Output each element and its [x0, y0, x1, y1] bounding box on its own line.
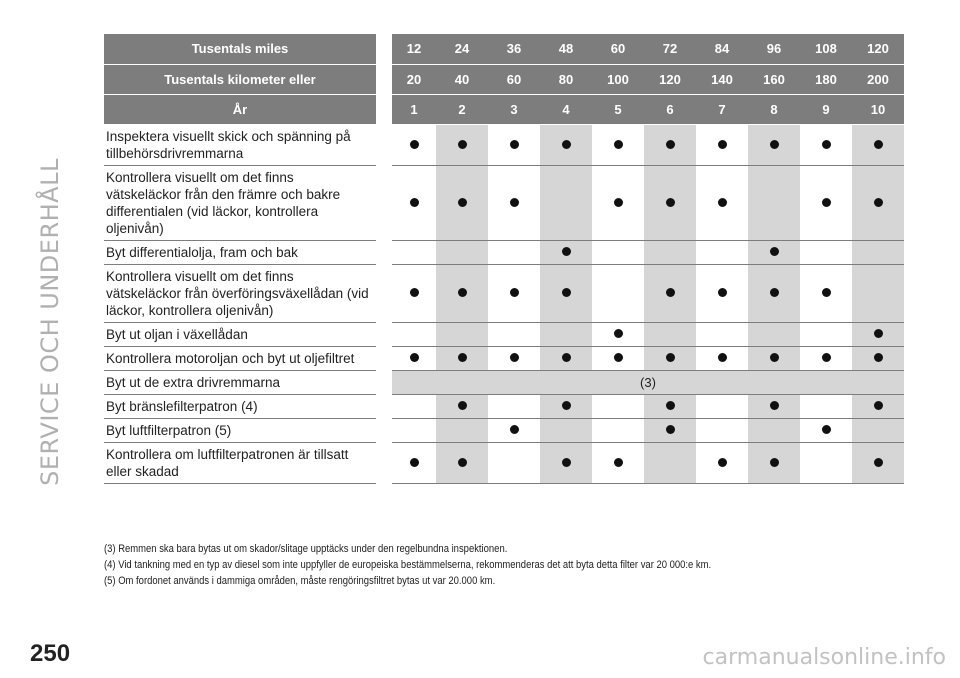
table-row [104, 418, 904, 442]
interval-cell [852, 124, 904, 165]
header-interval-value: 80 [540, 64, 592, 94]
service-dot-icon [410, 288, 419, 297]
service-dot-icon [718, 458, 727, 467]
service-dot-icon [410, 140, 419, 149]
table-row [104, 240, 904, 264]
service-dot-icon [410, 353, 419, 362]
header-interval-value: 9 [800, 94, 852, 124]
interval-cell [748, 264, 800, 322]
interval-cell [540, 346, 592, 370]
interval-cell [852, 322, 904, 346]
header-interval-value: 5 [592, 94, 644, 124]
interval-cell [592, 124, 644, 165]
service-dot-icon [822, 425, 831, 434]
interval-cell [384, 442, 436, 483]
interval-cell [644, 165, 696, 240]
interval-cell [384, 346, 436, 370]
interval-cell [644, 346, 696, 370]
interval-cell [592, 346, 644, 370]
service-dot-icon [510, 288, 519, 297]
service-dot-icon [874, 198, 883, 207]
interval-cell [800, 418, 852, 442]
task-label: Byt bränslefilterpatron (4) [104, 394, 384, 418]
interval-cell [852, 442, 904, 483]
service-dot-icon [770, 140, 779, 149]
task-label: Byt differentialolja, fram och bak [104, 240, 384, 264]
header-interval-value: 120 [852, 34, 904, 64]
interval-cell [644, 240, 696, 264]
header-interval-value: 12 [384, 34, 436, 64]
service-dot-icon [770, 401, 779, 410]
header-interval-value: 96 [748, 34, 800, 64]
interval-cell [436, 322, 488, 346]
task-label: Kontrollera motoroljan och byt ut oljefiltret [104, 346, 384, 370]
service-dot-icon [458, 353, 467, 362]
interval-cell [748, 346, 800, 370]
table-row [104, 394, 904, 418]
interval-cell [436, 165, 488, 240]
service-dot-icon [874, 401, 883, 410]
service-dot-icon [770, 288, 779, 297]
footnotes [104, 543, 900, 591]
table-row [104, 322, 904, 346]
service-dot-icon [822, 198, 831, 207]
header-interval-value: 20 [384, 64, 436, 94]
interval-cell [696, 322, 748, 346]
interval-cell [540, 394, 592, 418]
interval-cell [800, 442, 852, 483]
interval-cell [696, 418, 748, 442]
service-dot-icon [718, 198, 727, 207]
header-interval-value: 60 [592, 34, 644, 64]
service-dot-icon [718, 353, 727, 362]
table-row [104, 346, 904, 370]
interval-cell [592, 264, 644, 322]
service-dot-icon [562, 288, 571, 297]
interval-cell [592, 322, 644, 346]
header-interval-value: 72 [644, 34, 696, 64]
header-interval-value: 10 [852, 94, 904, 124]
task-label: Kontrollera visuellt om det finns vätskeläckor från den främre och bakre differentialen (vid läckor, kontrollera oljenivån) [104, 165, 384, 240]
interval-cell [696, 124, 748, 165]
interval-cell [540, 322, 592, 346]
interval-cell [644, 322, 696, 346]
interval-cell [644, 442, 696, 483]
service-dot-icon [510, 425, 519, 434]
service-dot-icon [770, 458, 779, 467]
interval-cell [436, 394, 488, 418]
header-interval-value: 40 [436, 64, 488, 94]
interval-cell [852, 264, 904, 322]
interval-cell [644, 264, 696, 322]
header-interval-value: 60 [488, 64, 540, 94]
header-interval-value: 36 [488, 34, 540, 64]
interval-cell [696, 442, 748, 483]
service-dot-icon [510, 353, 519, 362]
interval-cell [748, 418, 800, 442]
interval-cell [800, 124, 852, 165]
service-dot-icon [822, 140, 831, 149]
service-dot-icon [770, 247, 779, 256]
interval-cell [644, 394, 696, 418]
service-dot-icon [614, 458, 623, 467]
footnote-3: (3) Remmen ska bara bytas ut om skador/slitage upptäcks under den regelbundna inspektionen. [104, 543, 508, 555]
service-dot-icon [666, 353, 675, 362]
interval-cell [852, 418, 904, 442]
service-dot-icon [718, 288, 727, 297]
service-dot-icon [458, 198, 467, 207]
interval-cell [488, 346, 540, 370]
header-row [104, 94, 904, 124]
service-dot-icon [822, 288, 831, 297]
header-interval-value: 180 [800, 64, 852, 94]
service-dot-icon [874, 458, 883, 467]
interval-cell [748, 124, 800, 165]
footnote-4: (4) Vid tankning med en typ av diesel som inte uppfyller de europeiska bestämmelserna, rekommenderas det att byta detta filter var 20 000:e km. [104, 559, 712, 571]
task-label: Kontrollera visuellt om det finns vätskeläckor från överföringsväxellådan (vid läckor, kontrollera oljenivån) [104, 264, 384, 322]
interval-cell [436, 124, 488, 165]
header-interval-value: 7 [696, 94, 748, 124]
header-interval-value: 108 [800, 34, 852, 64]
service-dot-icon [666, 140, 675, 149]
span-note-cell: (3) [384, 370, 904, 394]
service-dot-icon [410, 198, 419, 207]
service-dot-icon [822, 353, 831, 362]
header-interval-value: 160 [748, 64, 800, 94]
interval-cell [748, 240, 800, 264]
interval-cell [748, 394, 800, 418]
interval-cell [748, 442, 800, 483]
interval-cell [384, 322, 436, 346]
task-label: Kontrollera om luftfilterpatronen är tillsatt eller skadad [104, 442, 384, 483]
task-label: Byt ut de extra drivremmarna [104, 370, 384, 394]
header-row [104, 34, 904, 64]
interval-cell [696, 346, 748, 370]
interval-cell [696, 165, 748, 240]
service-dot-icon [562, 458, 571, 467]
interval-cell [800, 346, 852, 370]
interval-cell [436, 240, 488, 264]
interval-cell [644, 124, 696, 165]
maintenance-schedule-table [104, 34, 904, 484]
interval-cell [696, 240, 748, 264]
service-dot-icon [458, 458, 467, 467]
service-dot-icon [562, 140, 571, 149]
table-row [104, 370, 904, 394]
interval-cell [488, 322, 540, 346]
interval-cell [488, 240, 540, 264]
header-label: Tusentals miles [104, 34, 384, 64]
header-interval-value: 8 [748, 94, 800, 124]
header-interval-value: 140 [696, 64, 748, 94]
header-interval-value: 84 [696, 34, 748, 64]
interval-cell [384, 124, 436, 165]
service-dot-icon [874, 140, 883, 149]
interval-cell [384, 165, 436, 240]
interval-cell [592, 165, 644, 240]
service-dot-icon [874, 329, 883, 338]
service-dot-icon [458, 288, 467, 297]
task-label: Byt ut oljan i växellådan [104, 322, 384, 346]
interval-cell [540, 442, 592, 483]
interval-cell [436, 442, 488, 483]
service-dot-icon [614, 329, 623, 338]
header-interval-value: 4 [540, 94, 592, 124]
service-dot-icon [458, 140, 467, 149]
interval-cell [488, 124, 540, 165]
interval-cell [488, 418, 540, 442]
page-number: 250 [30, 640, 71, 667]
service-dot-icon [458, 401, 467, 410]
interval-cell [488, 394, 540, 418]
service-dot-icon [614, 198, 623, 207]
interval-cell [540, 240, 592, 264]
interval-cell [800, 394, 852, 418]
interval-cell [852, 394, 904, 418]
header-interval-value: 100 [592, 64, 644, 94]
service-dot-icon [510, 198, 519, 207]
service-dot-icon [410, 458, 419, 467]
interval-cell [800, 264, 852, 322]
interval-cell [384, 394, 436, 418]
header-row [104, 64, 904, 94]
interval-cell [540, 165, 592, 240]
interval-cell [592, 418, 644, 442]
service-dot-icon [666, 425, 675, 434]
interval-cell [436, 418, 488, 442]
service-dot-icon [874, 353, 883, 362]
section-title-vertical: SERVICE OCH UNDERHÅLL [36, 158, 64, 486]
interval-cell [644, 418, 696, 442]
header-interval-value: 3 [488, 94, 540, 124]
interval-cell [488, 264, 540, 322]
interval-cell [384, 418, 436, 442]
service-dot-icon [562, 401, 571, 410]
interval-cell [436, 264, 488, 322]
task-label: Inspektera visuellt skick och spänning på tillbehörsdrivremmarna [104, 124, 384, 165]
interval-cell [540, 264, 592, 322]
header-interval-value: 6 [644, 94, 696, 124]
header-interval-value: 2 [436, 94, 488, 124]
interval-cell [592, 442, 644, 483]
interval-cell [592, 394, 644, 418]
interval-cell [800, 240, 852, 264]
header-interval-value: 24 [436, 34, 488, 64]
watermark: carmanualsonline.info [702, 645, 946, 670]
interval-cell [696, 264, 748, 322]
service-dot-icon [718, 140, 727, 149]
header-interval-value: 1 [384, 94, 436, 124]
interval-cell [540, 418, 592, 442]
interval-cell [748, 165, 800, 240]
interval-cell [748, 322, 800, 346]
interval-cell [852, 165, 904, 240]
interval-cell [384, 264, 436, 322]
service-dot-icon [562, 247, 571, 256]
header-label: År [104, 94, 384, 124]
interval-cell [852, 346, 904, 370]
service-dot-icon [614, 140, 623, 149]
service-dot-icon [614, 353, 623, 362]
table-row [104, 442, 904, 483]
interval-cell [488, 165, 540, 240]
service-dot-icon [666, 401, 675, 410]
interval-cell [436, 346, 488, 370]
header-label: Tusentals kilometer eller [104, 64, 384, 94]
header-interval-value: 48 [540, 34, 592, 64]
service-dot-icon [510, 140, 519, 149]
interval-cell [384, 240, 436, 264]
table-row [104, 264, 904, 322]
header-interval-value: 120 [644, 64, 696, 94]
table-row [104, 124, 904, 165]
task-label: Byt luftfilterpatron (5) [104, 418, 384, 442]
service-dot-icon [562, 353, 571, 362]
service-dot-icon [770, 353, 779, 362]
interval-cell [592, 240, 644, 264]
interval-cell [800, 165, 852, 240]
service-dot-icon [666, 198, 675, 207]
interval-cell [800, 322, 852, 346]
header-interval-value: 200 [852, 64, 904, 94]
footnote-5: (5) Om fordonet används i dammiga områden, måste rengöringsfiltret bytas ut var 20.000 km. [104, 575, 496, 587]
interval-cell [696, 394, 748, 418]
table-row [104, 165, 904, 240]
interval-cell [540, 124, 592, 165]
interval-cell [852, 240, 904, 264]
service-dot-icon [666, 288, 675, 297]
interval-cell [488, 442, 540, 483]
